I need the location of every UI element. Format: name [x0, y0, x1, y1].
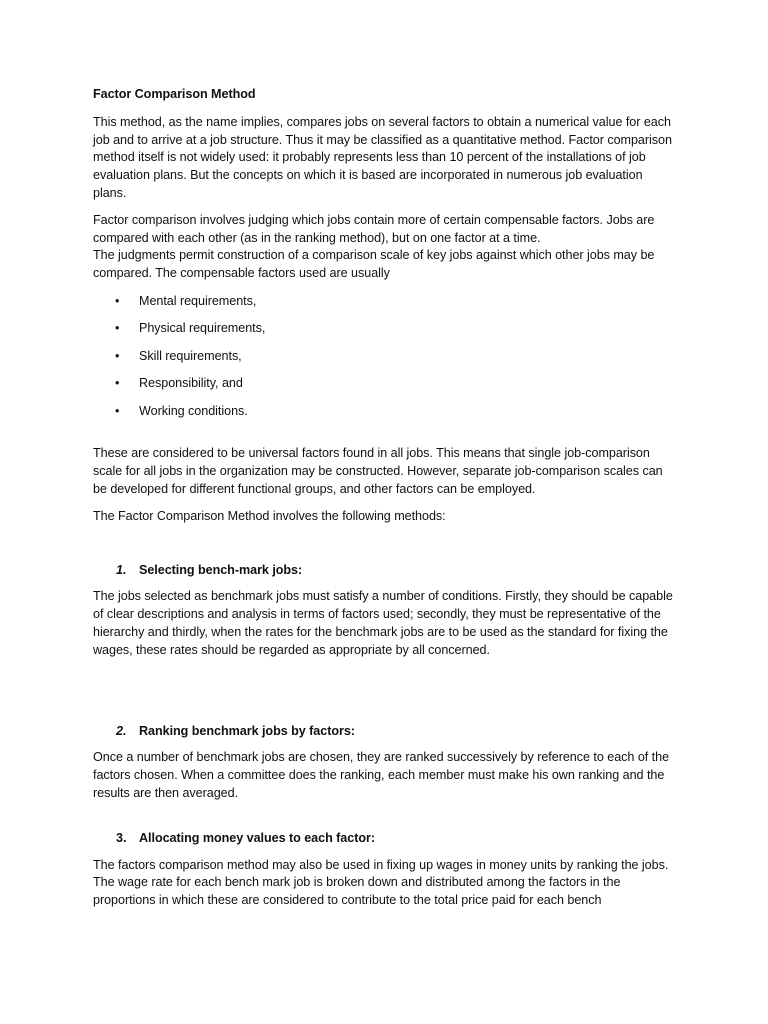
section-heading	[93, 723, 677, 741]
compensable-factors-list	[93, 293, 677, 431]
list-item	[93, 403, 677, 431]
list-item	[93, 375, 677, 403]
factor-comparison-paragraph: Factor comparison involves judging which jobs contain more of certain compensable factors. Jobs are compared with each other (as in the ranking method), but on one factor at a time.	[93, 212, 655, 245]
methods-intro-paragraph: The Factor Comparison Method involves the following methods:	[93, 508, 446, 523]
bullet-icon: •	[115, 376, 120, 391]
universal-factors-paragraph: These are considered to be universal factors found in all jobs. This means that single job-comparison scale for all jobs in the organization may be constructed. However, separate job-comparison scales can be developed for different functional groups, and other factors can be employed.	[93, 446, 663, 497]
section-title: Ranking benchmark jobs by factors:	[139, 723, 355, 738]
section-number: 1.	[116, 562, 127, 577]
list-item	[93, 348, 677, 376]
section-title: Selecting bench-mark jobs:	[139, 562, 303, 577]
document-title: Factor Comparison Method	[93, 87, 256, 101]
section-heading	[93, 562, 677, 580]
document-page	[93, 86, 677, 919]
list-item-text: Working conditions.	[139, 403, 248, 418]
bullet-icon: •	[115, 293, 120, 308]
section-paragraph: The factors comparison method may also be used in fixing up wages in money units by ranking the jobs. The wage rate for each bench mark job is broken down and distributed among the factors in the proportions in which these are considered to contribute to the total price paid for each bench	[93, 857, 669, 908]
list-item-text: Mental requirements,	[139, 293, 257, 308]
section-title: Allocating money values to each factor:	[139, 830, 375, 845]
bullet-icon: •	[115, 348, 120, 363]
list-item-text: Physical requirements,	[139, 321, 266, 336]
section-paragraph: The jobs selected as benchmark jobs must satisfy a number of conditions. Firstly, they should be capable of clear descriptions and analysis in terms of factors used; secondly, they must be representative of the hierarchy and thirdly, when the rates for the benchmark jobs are to be used as the standard for fixing the wages, these rates should be regarded as appropriate by all concerned.	[93, 589, 673, 657]
bullet-icon: •	[115, 321, 120, 336]
section-paragraph: Once a number of benchmark jobs are chosen, they are ranked successively by reference to each of the factors chosen. When a committee does the ranking, each member must make his own ranking and the results are then averaged.	[93, 750, 670, 801]
intro-paragraph: This method, as the name implies, compares jobs on several factors to obtain a numerical value for each job and to arrive at a job structure. Thus it may be classified as a quantitative method. Factor comparison method itself is not widely used: it probably represents less than 10 percent of the installations of job evaluation plans. But the concepts on which it is based are incorporated in numerous job evaluation plans.	[93, 114, 672, 200]
list-item-text: Skill requirements,	[139, 348, 242, 363]
list-item	[93, 320, 677, 348]
judgments-paragraph: The judgments permit construction of a comparison scale of key jobs against which other jobs may be compared. The compensable factors used are usually	[93, 248, 655, 281]
section-number: 2.	[116, 723, 127, 738]
list-item-text: Responsibility, and	[139, 376, 243, 391]
bullet-icon: •	[115, 403, 120, 418]
section-number: 3.	[116, 830, 127, 845]
section-heading	[93, 830, 677, 848]
list-item	[93, 293, 677, 321]
